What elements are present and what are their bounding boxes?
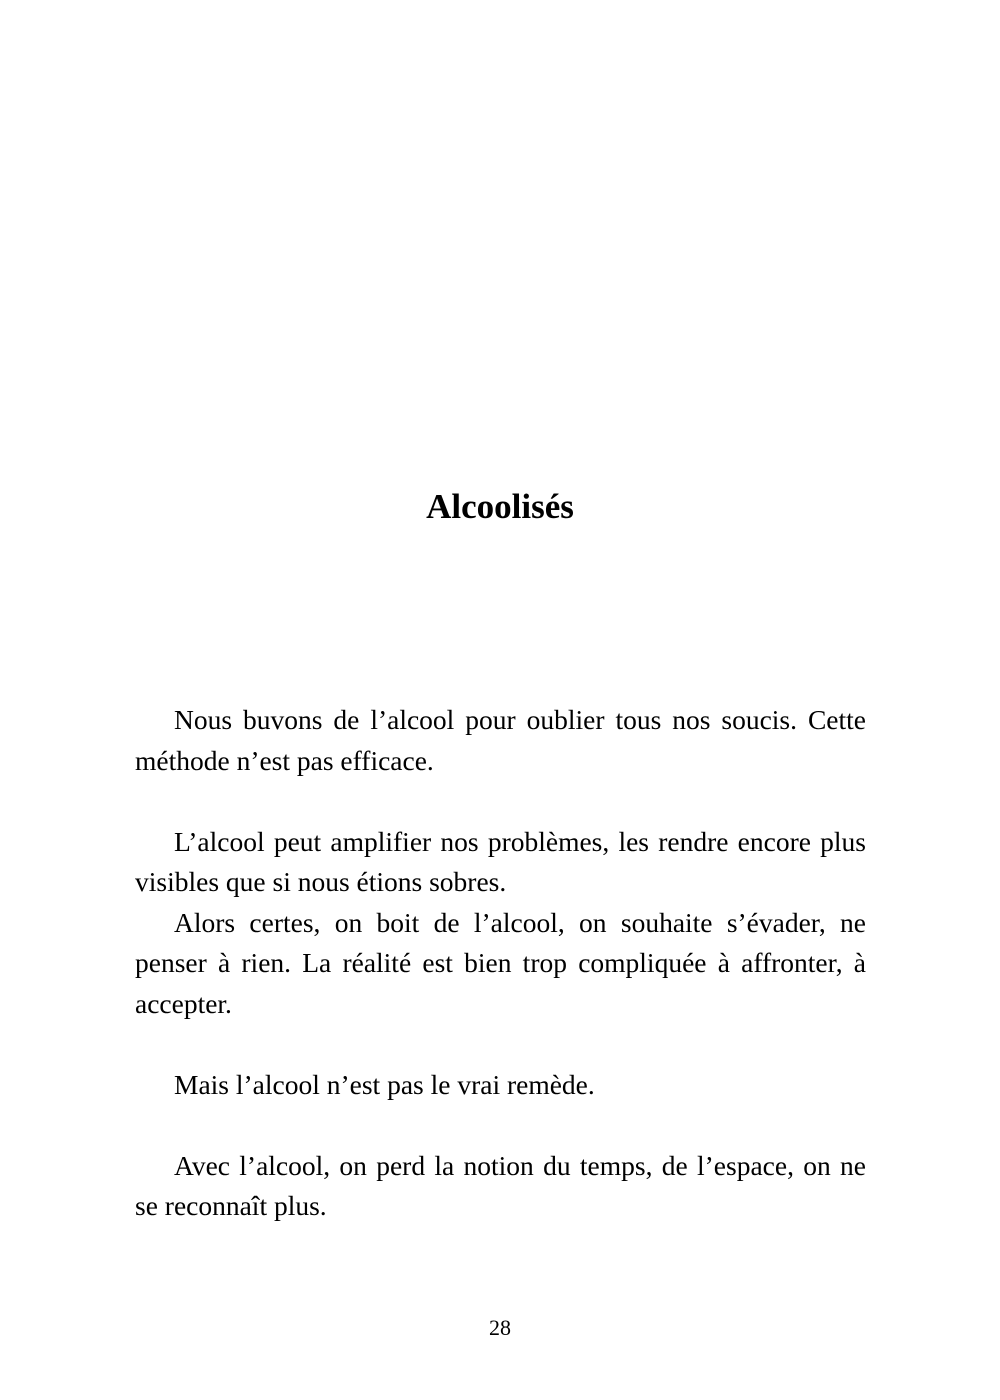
- paragraph-gap: [135, 1105, 866, 1146]
- paragraph-3: Alors certes, on boit de l’alcool, on souhaite s’évader, ne penser à rien. La réalité est bien trop compliquée à affronter, à accepter.: [135, 906, 866, 1019]
- chapter-title: Alcoolisés: [426, 487, 574, 526]
- paragraph-gap: [135, 781, 866, 822]
- body-text: [135, 700, 866, 1227]
- paragraph-2: L’alcool peut amplifier nos problèmes, les rendre encore plus visibles que si nous étions sobres.: [135, 825, 866, 897]
- paragraph-gap: [135, 1024, 866, 1065]
- paragraph-1: Nous buvons de l’alcool pour oublier tous nos soucis. Cette méthode n’est pas efficace.: [135, 704, 866, 776]
- paragraph-5: Avec l’alcool, on perd la notion du temps, de l’espace, on ne se reconnaît plus.: [135, 1149, 866, 1221]
- page-number: 28: [489, 1315, 511, 1340]
- paragraph-4: Mais l’alcool n’est pas le vrai remède.: [174, 1068, 595, 1100]
